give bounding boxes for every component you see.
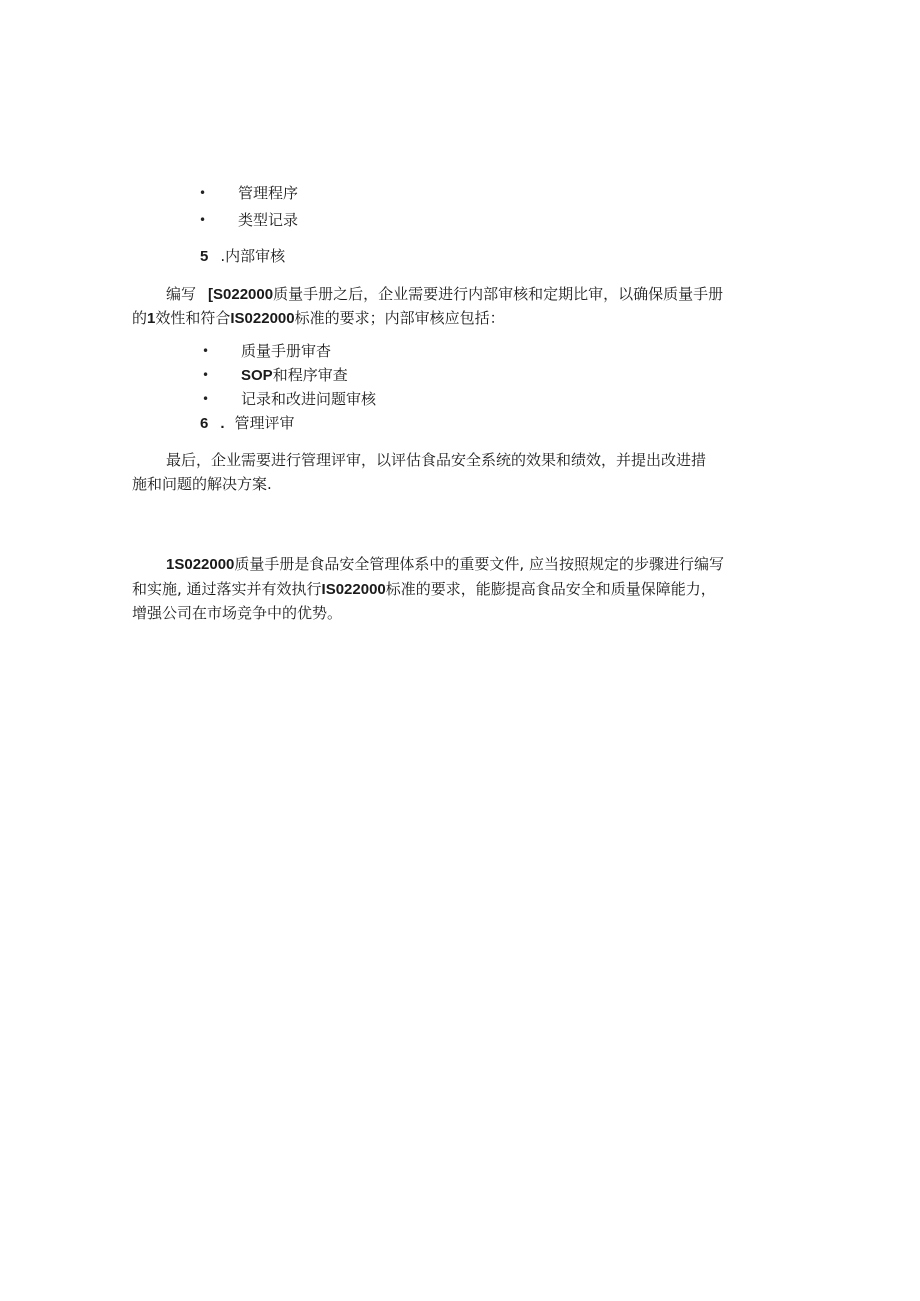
bullet-dot: •: [202, 368, 210, 382]
bold-run: IS022000: [230, 310, 295, 327]
text-run: 质量手册之后，企业需要进行内部审核和定期比审，以确保质量手册: [273, 285, 724, 303]
list-item-text: 记录和改进问题审核: [241, 390, 377, 408]
text-run: 和实施, 通过落实并有效执行: [132, 580, 322, 598]
text-run: 效性和符合: [155, 309, 231, 327]
paragraph-line: [166, 552, 724, 577]
bold-run: IS022000: [321, 581, 386, 598]
bullet-dot: •: [202, 392, 210, 406]
list-item-text: 管理程序: [238, 184, 299, 202]
section-dot: .: [220, 415, 225, 432]
list-item-text: 类型记录: [238, 211, 299, 229]
list-item: [241, 341, 331, 361]
bold-run: 1: [147, 310, 156, 327]
text-run: 最后，企业需要进行管理评审，以评估食品安全系统的效果和绩效，并提出改进措: [166, 451, 707, 469]
text-run: 施和问题的解决方案.: [132, 475, 272, 493]
paragraph-line: [132, 601, 342, 625]
bold-run: [S022000: [208, 286, 274, 303]
list-item: [241, 389, 376, 409]
text-run: 质量手册是食品安全管理体系中的重要文件, 应当按照规定的步骤进行编写: [234, 555, 724, 573]
section-title: .内部审核: [220, 247, 286, 265]
section-title: 管理评审: [234, 414, 295, 432]
section-heading-6: [200, 413, 295, 434]
list-item: [241, 365, 348, 386]
paragraph-line: [166, 448, 706, 472]
text-run: 增强公司在市场竞争中的优势。: [132, 604, 343, 622]
text-run: 标准的要求，能膨提高食品安全和质量保障能力，: [385, 580, 716, 598]
bold-run: 1S022000: [166, 556, 235, 573]
bullet-dot: •: [199, 186, 207, 200]
section-number: 5: [200, 248, 209, 265]
paragraph-line: [132, 306, 505, 331]
text-run: 标准的要求；内部审核应包括：: [294, 309, 505, 327]
paragraph-line: [132, 577, 716, 602]
text-run: 编写: [166, 285, 197, 303]
list-item-text: 质量手册审杳: [241, 342, 332, 360]
list-item-text: 和程序审查: [272, 366, 348, 384]
paragraph-line: [132, 472, 272, 496]
paragraph-line: [166, 282, 723, 307]
text-run: 的: [132, 309, 148, 327]
list-item: [238, 183, 298, 203]
bold-run: SOP: [241, 367, 273, 384]
bullet-dot: •: [199, 213, 207, 227]
section-number: 6: [200, 415, 209, 432]
bullet-dot: •: [202, 344, 210, 358]
list-item: [238, 210, 298, 230]
section-heading-5: [200, 246, 285, 267]
